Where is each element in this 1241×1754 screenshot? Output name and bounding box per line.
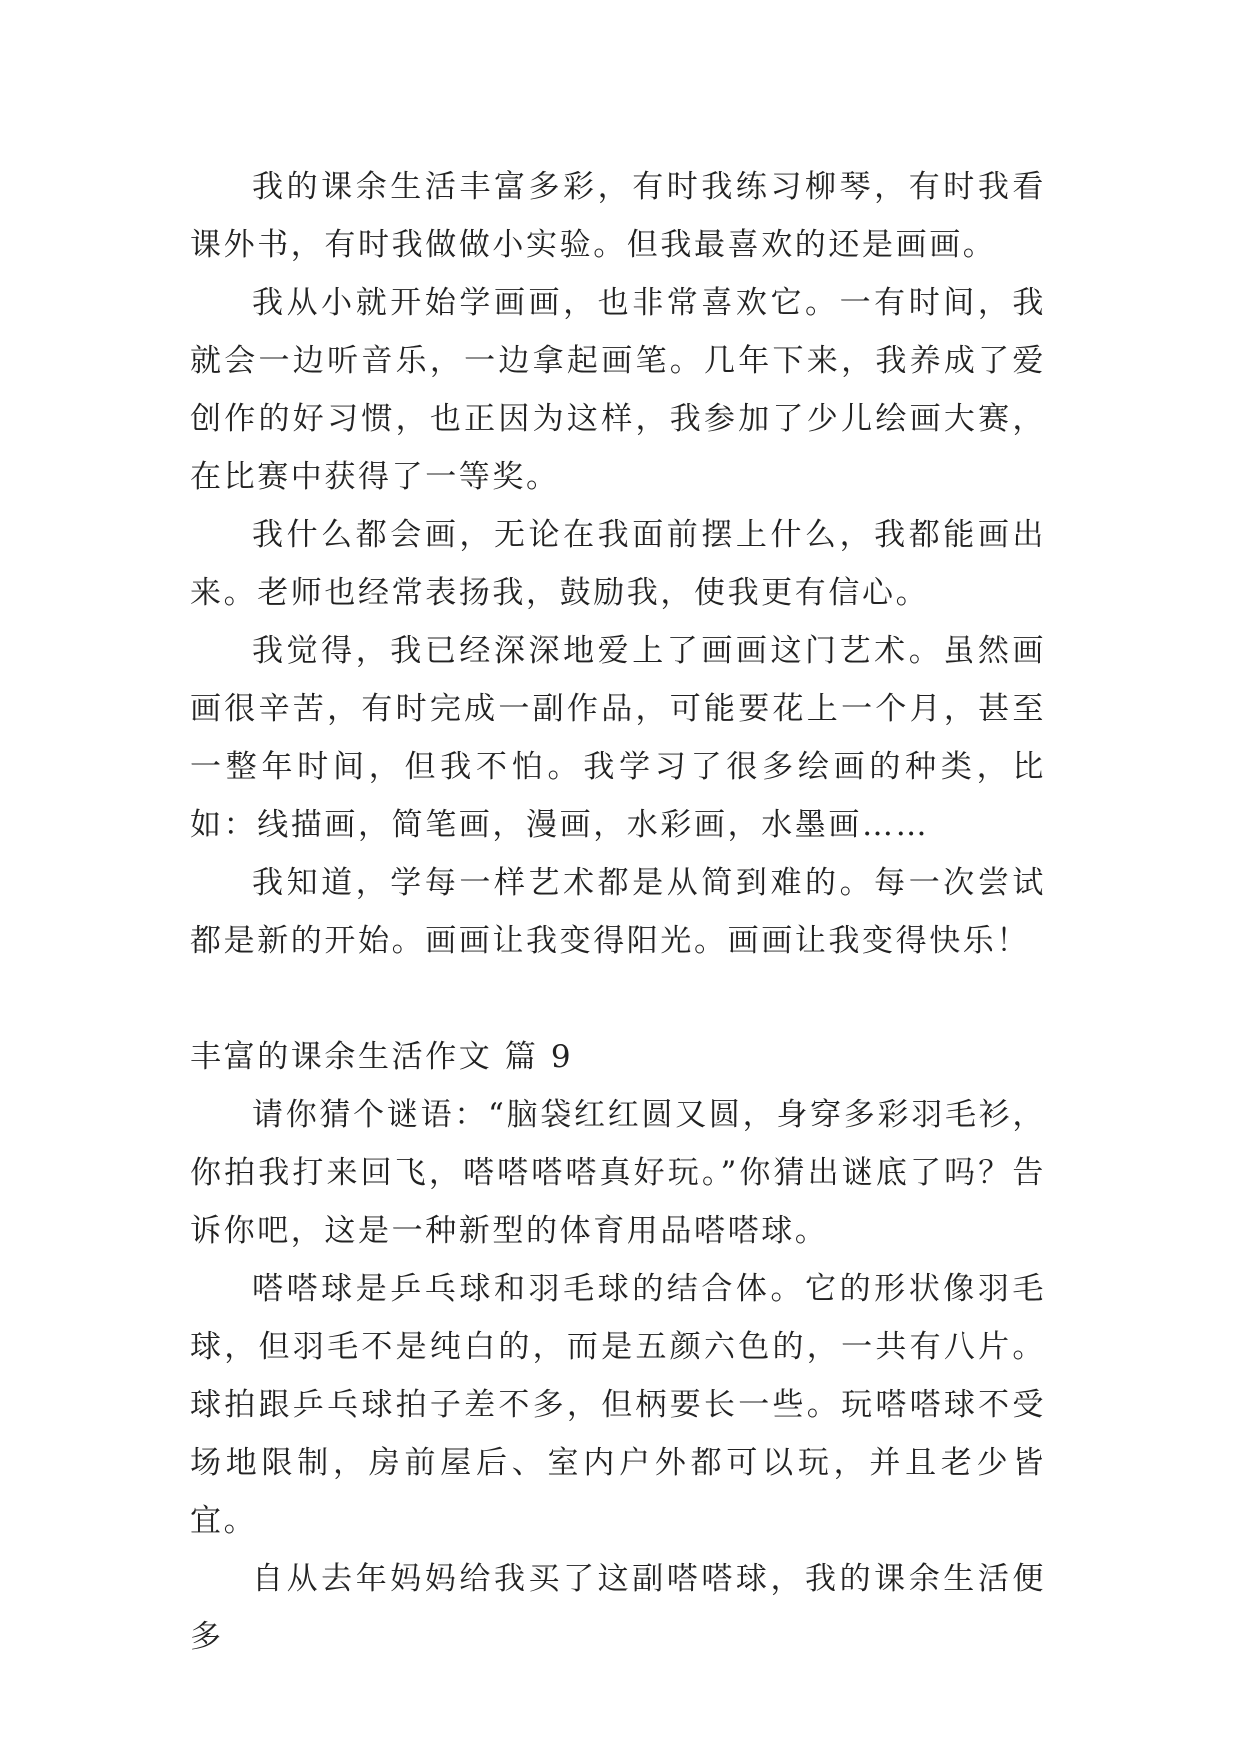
section-heading: 丰富的课余生活作文 篇 9 bbox=[190, 1039, 574, 1075]
document-body bbox=[190, 158, 1046, 1666]
paragraph: 自从去年妈妈给我买了这副嗒嗒球，我的课余生活便多 bbox=[190, 1561, 1046, 1655]
paragraph: 嗒嗒球是乒乓球和羽毛球的结合体。它的形状像羽毛球，但羽毛不是纯白的，而是五颜六色的，一共有八片。球拍跟乒乓球拍子差不多，但柄要长一些。玩嗒嗒球不受场地限制，房前屋后、室内户外都可以玩，并且老少皆宜。 bbox=[190, 1271, 1046, 1539]
paragraph: 我的课余生活丰富多彩，有时我练习柳琴，有时我看课外书，有时我做做小实验。但我最喜欢的还是画画。 bbox=[190, 169, 1046, 263]
paragraph: 请你猜个谜语：“脑袋红红圆又圆，身穿多彩羽毛衫，你拍我打来回飞，嗒嗒嗒嗒真好玩。”你猜出谜底了吗？告诉你吧，这是一种新型的体育用品嗒嗒球。 bbox=[190, 1097, 1046, 1249]
paragraph: 我什么都会画，无论在我面前摆上什么，我都能画出来。老师也经常表扬我，鼓励我，使我更有信心。 bbox=[190, 517, 1046, 611]
paragraph: 我觉得，我已经深深地爱上了画画这门艺术。虽然画画很辛苦，有时完成一副作品，可能要花上一个月，甚至一整年时间，但我不怕。我学习了很多绘画的种类，比如：线描画，简笔画，漫画，水彩画，水墨画…… bbox=[190, 633, 1046, 843]
paragraph: 我知道，学每一样艺术都是从简到难的。每一次尝试都是新的开始。画画让我变得阳光。画画让我变得快乐！ bbox=[190, 865, 1046, 959]
paragraph: 我从小就开始学画画，也非常喜欢它。一有时间，我就会一边听音乐，一边拿起画笔。几年下来，我养成了爱创作的好习惯，也正因为这样，我参加了少儿绘画大赛，在比赛中获得了一等奖。 bbox=[190, 285, 1046, 495]
